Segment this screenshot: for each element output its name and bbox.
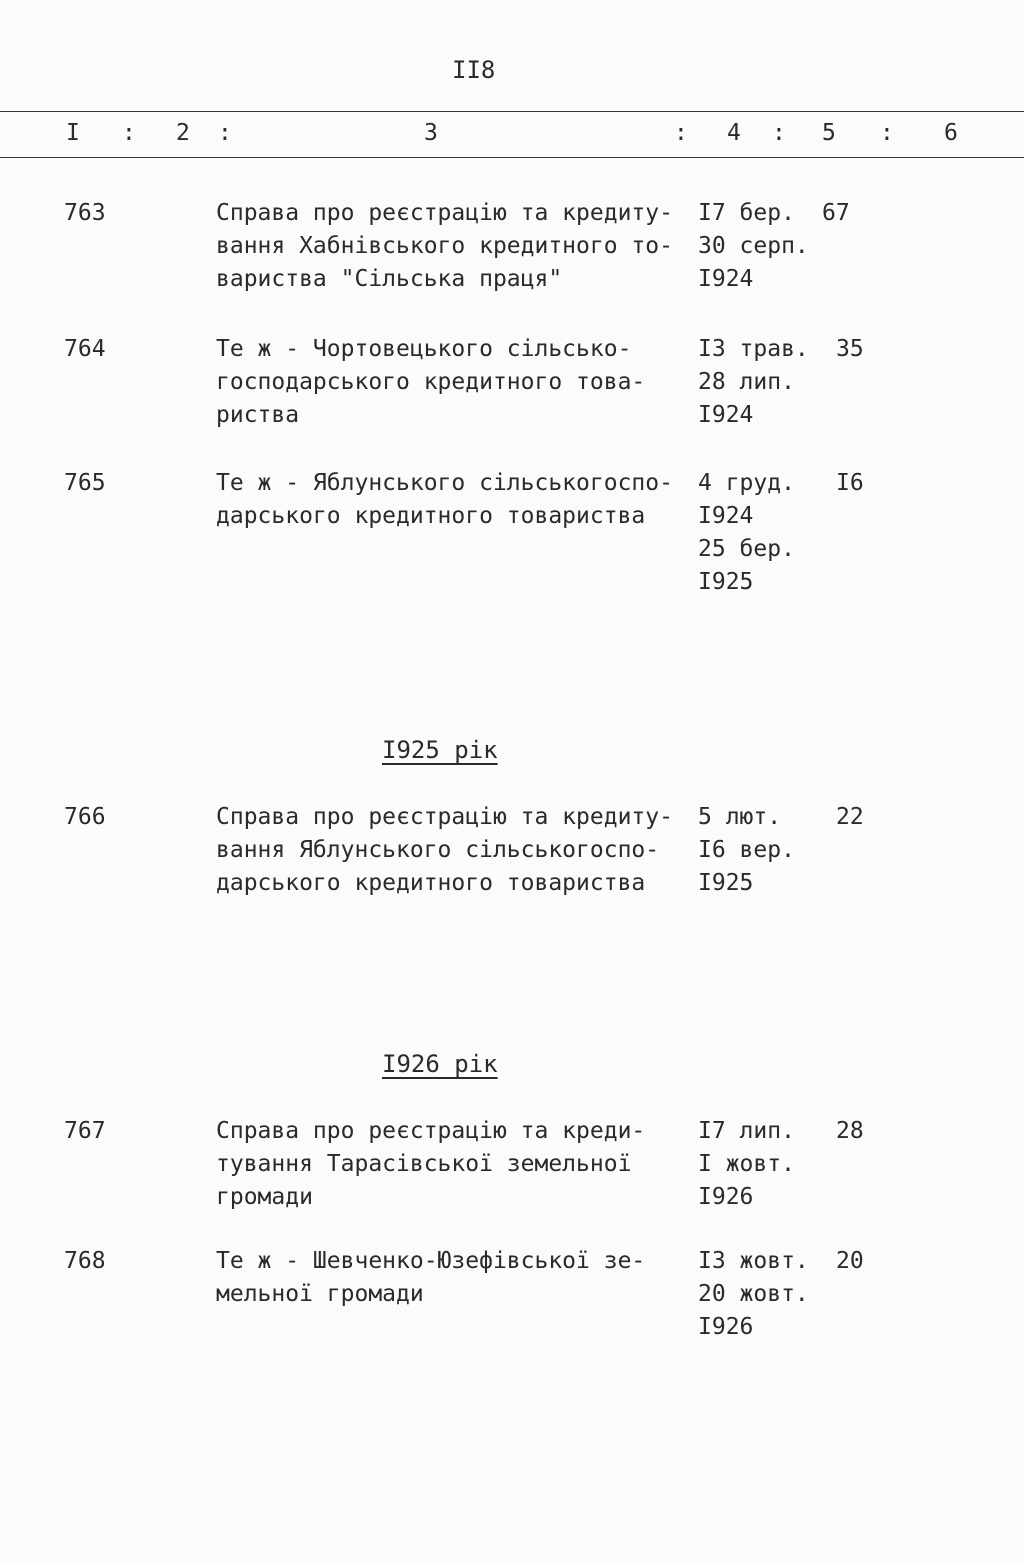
column-separator: :: [772, 120, 786, 146]
entry-date-line: 4 груд.: [698, 470, 795, 496]
entry-date-line: I жовт.: [698, 1151, 795, 1177]
entry-date-line: I7 лип.: [698, 1118, 795, 1144]
entry-date-line: I926: [698, 1314, 754, 1340]
entry-description: [216, 197, 673, 296]
entry-date-line: I7 бер.: [698, 200, 795, 226]
entry-date-line: I925: [698, 569, 754, 595]
entry-dates: [698, 801, 795, 900]
entry-description-line: Те ж - Яблунського сільськогоспо-: [216, 470, 673, 496]
entry-date-line: 20 жовт.: [698, 1281, 809, 1307]
entry-description-line: мельної громади: [216, 1281, 424, 1307]
column-separator: :: [674, 120, 688, 146]
entry-description-line: Справа про реєстрацію та кредиту-: [216, 804, 673, 830]
year-heading: I926 рік: [382, 1050, 498, 1078]
entry-number: 766: [64, 804, 106, 830]
column-separator: :: [122, 120, 136, 146]
entry-page-count: 28: [836, 1118, 864, 1144]
entry-page-count: 67: [822, 200, 850, 226]
entry-date-line: I6 вер.: [698, 837, 795, 863]
entry-date-line: 28 лип.: [698, 369, 795, 395]
entry-number: 763: [64, 200, 106, 226]
entry-dates: [698, 467, 795, 599]
column-separator: :: [880, 120, 894, 146]
entry-date-line: 30 серп.: [698, 233, 809, 259]
entry-date-line: 25 бер.: [698, 536, 795, 562]
entry-date-line: I3 жовт.: [698, 1248, 809, 1274]
entry-page-count: I6: [836, 470, 864, 496]
entry-description-line: вання Хабнівського кредитного то-: [216, 233, 673, 259]
entry-description-line: Справа про реєстрацію та креди-: [216, 1118, 646, 1144]
entry-number: 764: [64, 336, 106, 362]
entry-date-line: 5 лют.: [698, 804, 782, 830]
entry-dates: [698, 197, 809, 296]
entry-description-line: дарського кредитного товариства: [216, 870, 646, 896]
entry-date-line: I926: [698, 1184, 754, 1210]
entry-date-line: I924: [698, 266, 754, 292]
entry-page-count: 22: [836, 804, 864, 830]
entry-number: 765: [64, 470, 106, 496]
column-5-label: 5: [822, 120, 836, 146]
entry-date-line: I924: [698, 503, 754, 529]
entry-date-line: I3 трав.: [698, 336, 809, 362]
entry-description-line: громади: [216, 1184, 313, 1210]
column-6-label: 6: [944, 120, 958, 146]
header-bottom-rule: [0, 157, 1024, 158]
entry-description-line: Те ж - Чортовецького сільсько-: [216, 336, 632, 362]
entry-description: [216, 1115, 645, 1214]
entry-description: [216, 467, 673, 533]
entry-description-line: Справа про реєстрацію та кредиту-: [216, 200, 673, 226]
column-2-label: 2: [176, 120, 190, 146]
entry-description: [216, 333, 645, 432]
entry-description-line: риства: [216, 402, 300, 428]
page-number: II8: [452, 56, 496, 84]
entry-description-line: вання Яблунського сільськогоспо-: [216, 837, 660, 863]
entry-date-line: I924: [698, 402, 754, 428]
column-3-label: 3: [424, 120, 438, 146]
entry-description: [216, 1245, 645, 1311]
entry-description-line: господарського кредитного това-: [216, 369, 646, 395]
entry-page-count: 35: [836, 336, 864, 362]
entry-number: 767: [64, 1118, 106, 1144]
entry-dates: [698, 333, 809, 432]
column-4-label: 4: [727, 120, 741, 146]
entry-page-count: 20: [836, 1248, 864, 1274]
entry-description-line: тування Тарасівської земельної: [216, 1151, 632, 1177]
header-top-rule: [0, 111, 1024, 112]
entry-description-line: Те ж - Шевченко-Юзефівської зе-: [216, 1248, 646, 1274]
entry-dates: [698, 1245, 809, 1344]
year-heading: I925 рік: [382, 736, 498, 764]
entry-number: 768: [64, 1248, 106, 1274]
entry-description-line: дарського кредитного товариства: [216, 503, 646, 529]
entry-description-line: вариства "Сільська праця": [216, 266, 563, 292]
column-separator: :: [218, 120, 232, 146]
column-1-label: I: [66, 120, 80, 146]
entry-date-line: I925: [698, 870, 754, 896]
entry-dates: [698, 1115, 795, 1214]
entry-description: [216, 801, 673, 900]
